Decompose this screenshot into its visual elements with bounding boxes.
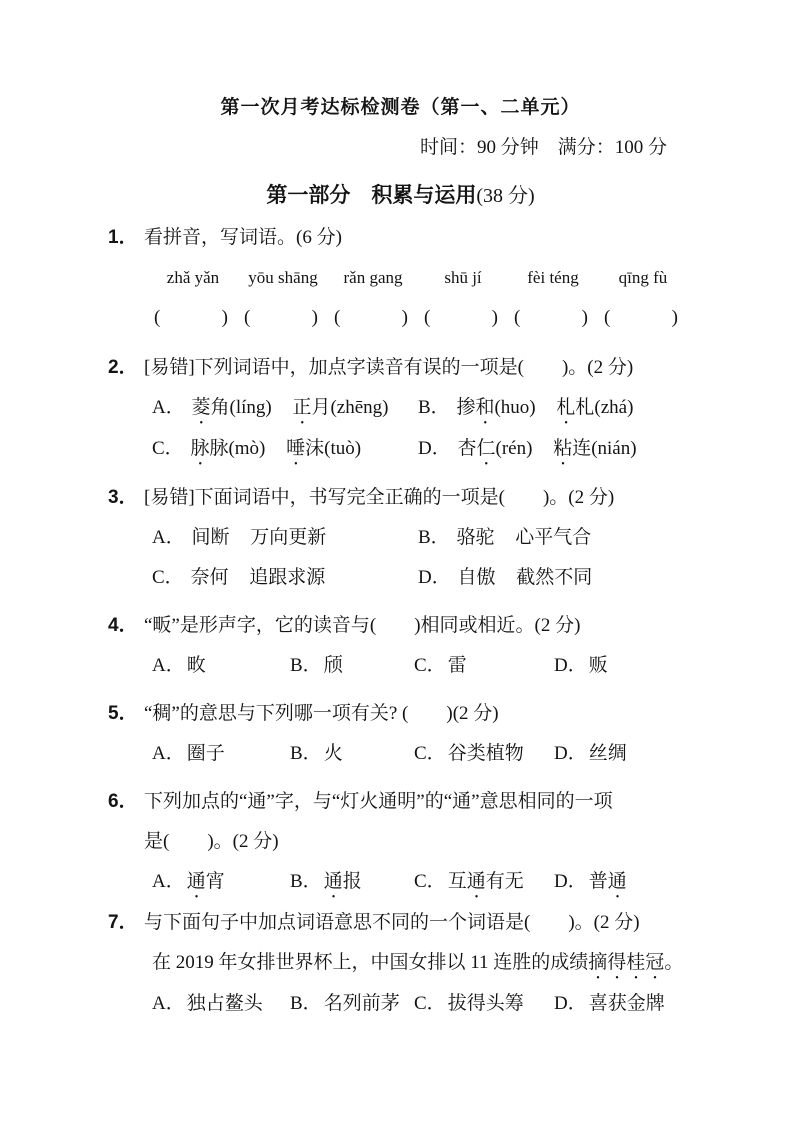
question-5-number: 5． (108, 703, 138, 724)
page-title: 第一次月考达标检测卷（第一、二单元） (220, 97, 581, 118)
option-b (418, 518, 693, 558)
plain-characters: 报 (342, 871, 362, 892)
question-7 (108, 903, 693, 1024)
option-b (418, 388, 693, 429)
answer-blank (326, 298, 416, 338)
option-label: D． (554, 655, 587, 676)
plain-characters: 火 (323, 743, 343, 764)
option-b (290, 984, 414, 1024)
question-4 (108, 606, 693, 686)
option-c (414, 646, 554, 686)
option-d (554, 862, 693, 903)
plain-characters: 间断 (191, 527, 230, 548)
paren-open: ( (514, 307, 521, 328)
plain-characters: 掺 (456, 397, 476, 418)
option-label: C． (414, 655, 446, 676)
option-word (515, 527, 591, 548)
option-a (152, 388, 418, 429)
question-7-number: 7． (108, 912, 138, 933)
option-word (448, 743, 524, 764)
pinyin-item: rǎn gang (343, 268, 403, 287)
exam-meta: 时间：90 分钟 满分：100 分 (419, 137, 667, 158)
option-d (554, 984, 693, 1024)
plain-characters: 雷 (447, 655, 467, 676)
question-1-text: 看拼音，写词语。(6 分) (144, 227, 342, 248)
paren-close: ) (401, 307, 408, 328)
answer-blank (146, 298, 236, 338)
section-name: 第一部分 积累与运用 (266, 184, 477, 207)
option-label: D． (554, 993, 587, 1014)
option-word (448, 655, 467, 676)
paren-open: ( (424, 307, 431, 328)
option-label: C． (152, 438, 184, 459)
option-c (414, 734, 554, 774)
option-word (324, 655, 343, 676)
plain-characters: 贩 (588, 655, 608, 676)
paren-close: ) (221, 307, 228, 328)
question-2-text: [易错]下列词语中，加点字读音有误的一项是( )。(2 分) (144, 357, 634, 378)
question-6-number: 6． (108, 791, 138, 812)
option-row (144, 984, 693, 1024)
option-word (516, 567, 592, 588)
plain-characters: 拔得头筹 (447, 993, 524, 1014)
pinyin-item: shū jí (444, 268, 482, 287)
plain-characters: 角(líng) (210, 397, 272, 418)
option-word (456, 397, 535, 418)
option-d (418, 429, 693, 470)
paren-open: ( (604, 307, 611, 328)
plain-characters: 杏 (457, 438, 477, 459)
plain-characters: 奈何 (190, 567, 229, 588)
option-row (144, 388, 693, 429)
plain-characters: 在 2019 年女排世界杯上，中国女排以 11 连胜的成绩 (152, 952, 589, 973)
plain-characters: 颀 (323, 655, 343, 676)
emphasized-characters: 摘得桂冠 (588, 952, 665, 973)
plain-characters: 谷类植物 (447, 743, 524, 764)
section-score: (38 分) (476, 185, 535, 207)
option-word (457, 567, 495, 588)
option-word (324, 743, 343, 764)
question-6-text-line-2: 是( )。(2 分) (144, 831, 279, 852)
plain-characters: 。 (664, 952, 684, 973)
option-b (290, 862, 414, 903)
option-label: A． (152, 871, 185, 892)
option-label: C． (152, 567, 184, 588)
option-word (191, 397, 271, 418)
plain-characters: (rén) (495, 438, 533, 459)
answer-blank-row (144, 298, 693, 338)
option-label: B． (290, 743, 322, 764)
pinyin-row (144, 258, 693, 298)
plain-characters: 万向更新 (250, 527, 327, 548)
option-row (144, 646, 693, 686)
option-b (290, 734, 414, 774)
option-label: D． (418, 438, 451, 459)
question-2 (108, 348, 693, 470)
pinyin-item: yōu shāng (248, 268, 318, 287)
option-d (554, 734, 693, 774)
option-a (152, 984, 290, 1024)
option-word (187, 655, 206, 676)
plain-characters: 札(zhá) (575, 397, 634, 418)
pinyin-item: fèi téng (527, 268, 579, 287)
pinyin-item: qīng fù (618, 268, 668, 287)
plain-characters: 宵 (205, 871, 225, 892)
pinyin-item: zhǎ yǎn (166, 268, 220, 287)
option-a (152, 862, 290, 903)
option-label: B． (290, 655, 322, 676)
option-label: A． (152, 655, 185, 676)
option-word (187, 993, 263, 1014)
question-6 (108, 782, 693, 903)
option-word (191, 527, 229, 548)
plain-characters: 心平气合 (515, 527, 592, 548)
question-4-text: “畈”是形声字，它的读音与( )相同或相近。(2 分) (144, 615, 581, 636)
option-label: C． (414, 743, 446, 764)
plain-characters: 圈子 (186, 743, 225, 764)
emphasized-characters: 和 (475, 397, 495, 418)
paren-close: ) (581, 307, 588, 328)
option-word (448, 993, 524, 1014)
option-a (152, 734, 290, 774)
option-b (290, 646, 414, 686)
option-label: B． (290, 993, 322, 1014)
plain-characters: 互 (447, 871, 467, 892)
emphasized-characters: 正 (292, 397, 312, 418)
question-7-text: 与下面句子中加点词语意思不同的一个词语是( )。(2 分) (144, 912, 640, 933)
option-word (589, 655, 608, 676)
option-row (144, 518, 693, 558)
option-label: C． (414, 993, 446, 1014)
plain-characters: 连(nián) (572, 438, 637, 459)
option-label: C． (414, 871, 446, 892)
option-label: A． (152, 527, 185, 548)
question-2-number: 2． (108, 357, 138, 378)
question-5-text: “稠”的意思与下列哪一项有关? ( )(2 分) (144, 703, 499, 724)
answer-blank (416, 298, 506, 338)
option-word (324, 871, 362, 892)
option-word (589, 871, 627, 892)
option-c (414, 862, 554, 903)
paren-close: ) (311, 307, 318, 328)
plain-characters: 丝绸 (588, 743, 627, 764)
option-label: D． (554, 871, 587, 892)
emphasized-characters: 通 (607, 871, 627, 892)
option-word (553, 438, 636, 459)
plain-characters: 喜获金牌 (588, 993, 665, 1014)
plain-characters: 追跟求源 (249, 567, 326, 588)
plain-characters: 月(zhēng) (311, 397, 389, 418)
question-1-number: 1． (108, 227, 138, 248)
option-word (249, 567, 325, 588)
question-1 (108, 218, 693, 338)
option-word (448, 871, 524, 892)
answer-blank (236, 298, 326, 338)
emphasized-characters: 通 (186, 871, 206, 892)
emphasized-characters: 脉 (190, 438, 210, 459)
plain-characters: 截然不同 (516, 567, 593, 588)
paren-open: ( (244, 307, 251, 328)
option-word (190, 438, 265, 459)
question-5 (108, 694, 693, 774)
emphasized-characters: 通 (466, 871, 486, 892)
question-6-text-line-1: 下列加点的“通”字，与“灯火通明”的“通”意思相同的一项 (144, 791, 613, 812)
option-label: B． (418, 527, 450, 548)
plain-characters: (huo) (494, 397, 536, 418)
question-7-sentence (144, 943, 693, 984)
plain-characters: 独占鳌头 (186, 993, 263, 1014)
paren-close: ) (491, 307, 498, 328)
plain-characters: 脉(mò) (209, 438, 266, 459)
section-title (108, 176, 693, 218)
option-word (286, 438, 361, 459)
option-c (414, 984, 554, 1024)
paren-open: ( (154, 307, 161, 328)
plain-characters: 沫(tuò) (305, 438, 362, 459)
option-word (589, 743, 627, 764)
option-a (152, 518, 418, 558)
option-word (187, 743, 225, 764)
plain-characters: 自傲 (457, 567, 496, 588)
answer-blank (596, 298, 686, 338)
option-label: D． (418, 567, 451, 588)
option-word (457, 438, 532, 459)
emphasized-characters: 仁 (476, 438, 496, 459)
option-word (324, 993, 400, 1014)
question-3 (108, 478, 693, 598)
option-label: A． (152, 993, 185, 1014)
option-word (456, 527, 494, 548)
question-3-text: [易错]下面词语中，书写完全正确的一项是( )。(2 分) (144, 487, 615, 508)
emphasized-characters: 通 (323, 871, 343, 892)
option-c (152, 429, 418, 470)
option-row (144, 429, 693, 470)
option-label: A． (152, 743, 185, 764)
emphasized-characters: 菱 (191, 397, 211, 418)
option-a (152, 646, 290, 686)
option-word (190, 567, 228, 588)
option-row (144, 862, 693, 903)
option-word (187, 871, 225, 892)
option-word (589, 993, 665, 1014)
question-4-number: 4． (108, 615, 138, 636)
plain-characters: 骆驼 (456, 527, 495, 548)
plain-characters: 普 (588, 871, 608, 892)
option-label: B． (418, 397, 450, 418)
question-3-number: 3． (108, 487, 138, 508)
option-d (554, 646, 693, 686)
option-row (144, 734, 693, 774)
option-word (292, 397, 388, 418)
answer-blank (506, 298, 596, 338)
option-d (418, 558, 693, 598)
option-row (144, 558, 693, 598)
option-label: A． (152, 397, 185, 418)
emphasized-characters: 札 (556, 397, 576, 418)
option-c (152, 558, 418, 598)
option-label: B． (290, 871, 322, 892)
emphasized-characters: 唾 (286, 438, 306, 459)
option-label: D． (554, 743, 587, 764)
option-word (250, 527, 326, 548)
plain-characters: 畋 (186, 655, 206, 676)
paren-open: ( (334, 307, 341, 328)
plain-characters: 有无 (485, 871, 524, 892)
emphasized-characters: 粘 (553, 438, 573, 459)
paren-close: ) (671, 307, 678, 328)
plain-characters: 名列前茅 (323, 993, 400, 1014)
option-word (556, 397, 633, 418)
